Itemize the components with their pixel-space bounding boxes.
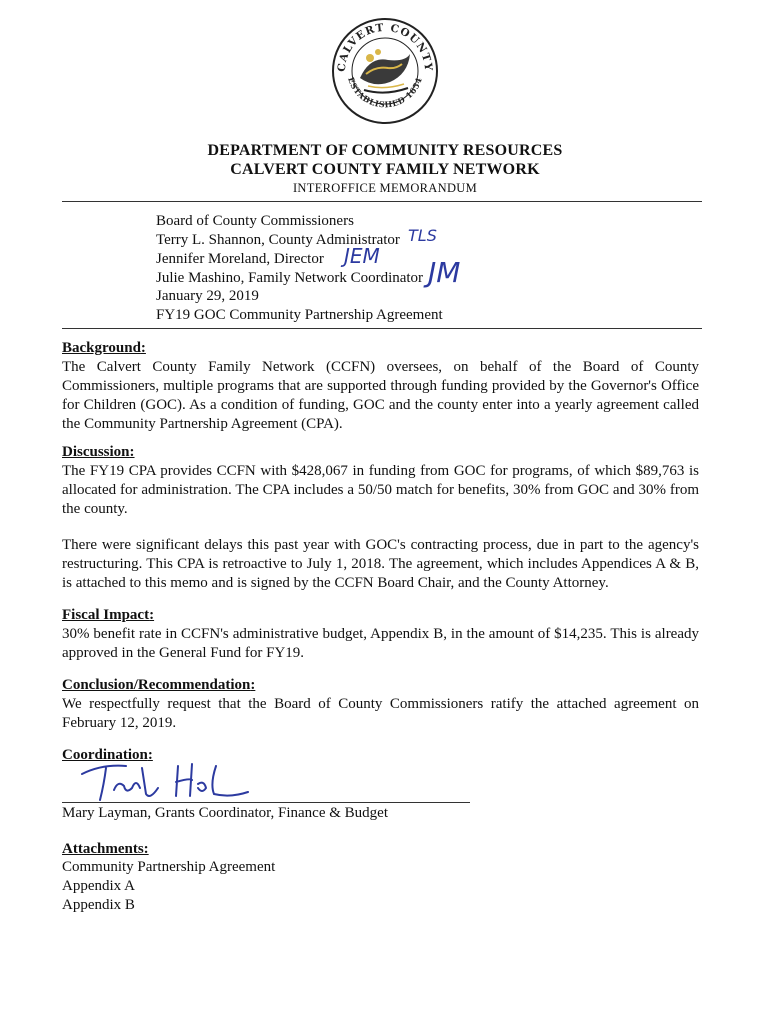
via-value-2: Jennifer Moreland, Director [156,251,324,267]
attachment-item: Community Partnership Agreement [62,859,276,875]
via-initials-2: JEM [344,244,380,268]
fiscal-impact-body: 30% benefit rate in CCFN's administrative budget, Appendix B, in the amount of $14,235. This is already approved in the General Fund for FY19. [62,626,699,661]
conclusion-body: We respectfully request that the Board of County Commissioners ratify the attached agreement on February 12, 2019. [62,696,699,731]
from-value: Julie Mashino, Family Network Coordinator [156,270,424,286]
to-value: Board of County Commissioners [156,213,354,229]
discussion-body-1: The FY19 CPA provides CCFN with $428,067 in funding from GOC for programs, of which $89,763 is allocated for administration. The CPA includes a 50/50 match for benefits, 30% from GOC and 30% from the county. [62,463,699,517]
signature-icon [80,760,280,804]
date-value: January 29, 2019 [156,288,259,304]
memo-rule [62,328,702,329]
background-heading: Background: [62,340,146,356]
coordination-signer: Mary Layman, Grants Coordinator, Finance & Budget [62,805,388,821]
attachment-item: Appendix B [62,897,135,913]
via-initials-1: TLS [408,226,437,245]
memo-type: INTEROFFICE MEMORANDUM [292,181,478,195]
from-initials: JM [428,256,461,289]
via-value-1: Terry L. Shannon, County Administrator [156,232,400,248]
subject-value: FY19 GOC Community Partnership Agreement [156,307,443,323]
conclusion-heading: Conclusion/Recommendation: [62,677,256,693]
discussion-body-2: There were significant delays this past year with GOC's contracting process, due in part to the agency's restructuring. This CPA is retroactive to July 1, 2018. The agreement, which includes Appendices A & B, is attached to this memo and is signed by the CCFN Board Chair, and the County Attorney. [62,537,699,591]
department-title: DEPARTMENT OF COMMUNITY RESOURCES [207,142,563,159]
network-title: CALVERT COUNTY FAMILY NETWORK [230,161,540,178]
seal-ring-top: CALVERT COUNTY [335,21,435,73]
signature-line [62,802,470,803]
fiscal-impact-heading: Fiscal Impact: [62,607,155,623]
county-seal-icon [330,16,440,126]
header-rule [62,201,702,202]
seal-ring-bottom: ESTABLISHED 1654 [346,75,424,110]
discussion-heading: Discussion: [62,444,135,460]
background-body: The Calvert County Family Network (CCFN) oversees, on behalf of the Board of County Commissioners, multiple programs that are supported through funding provided by the Governor's Office for Children (GOC). As a condition of funding, GOC and the county enter into a yearly agreement called the Community Partnership Agreement (CPA). [62,359,699,432]
attachment-item: Appendix A [62,878,135,894]
coordination-heading: Coordination: [62,747,153,763]
attachments-heading: Attachments: [62,841,149,857]
